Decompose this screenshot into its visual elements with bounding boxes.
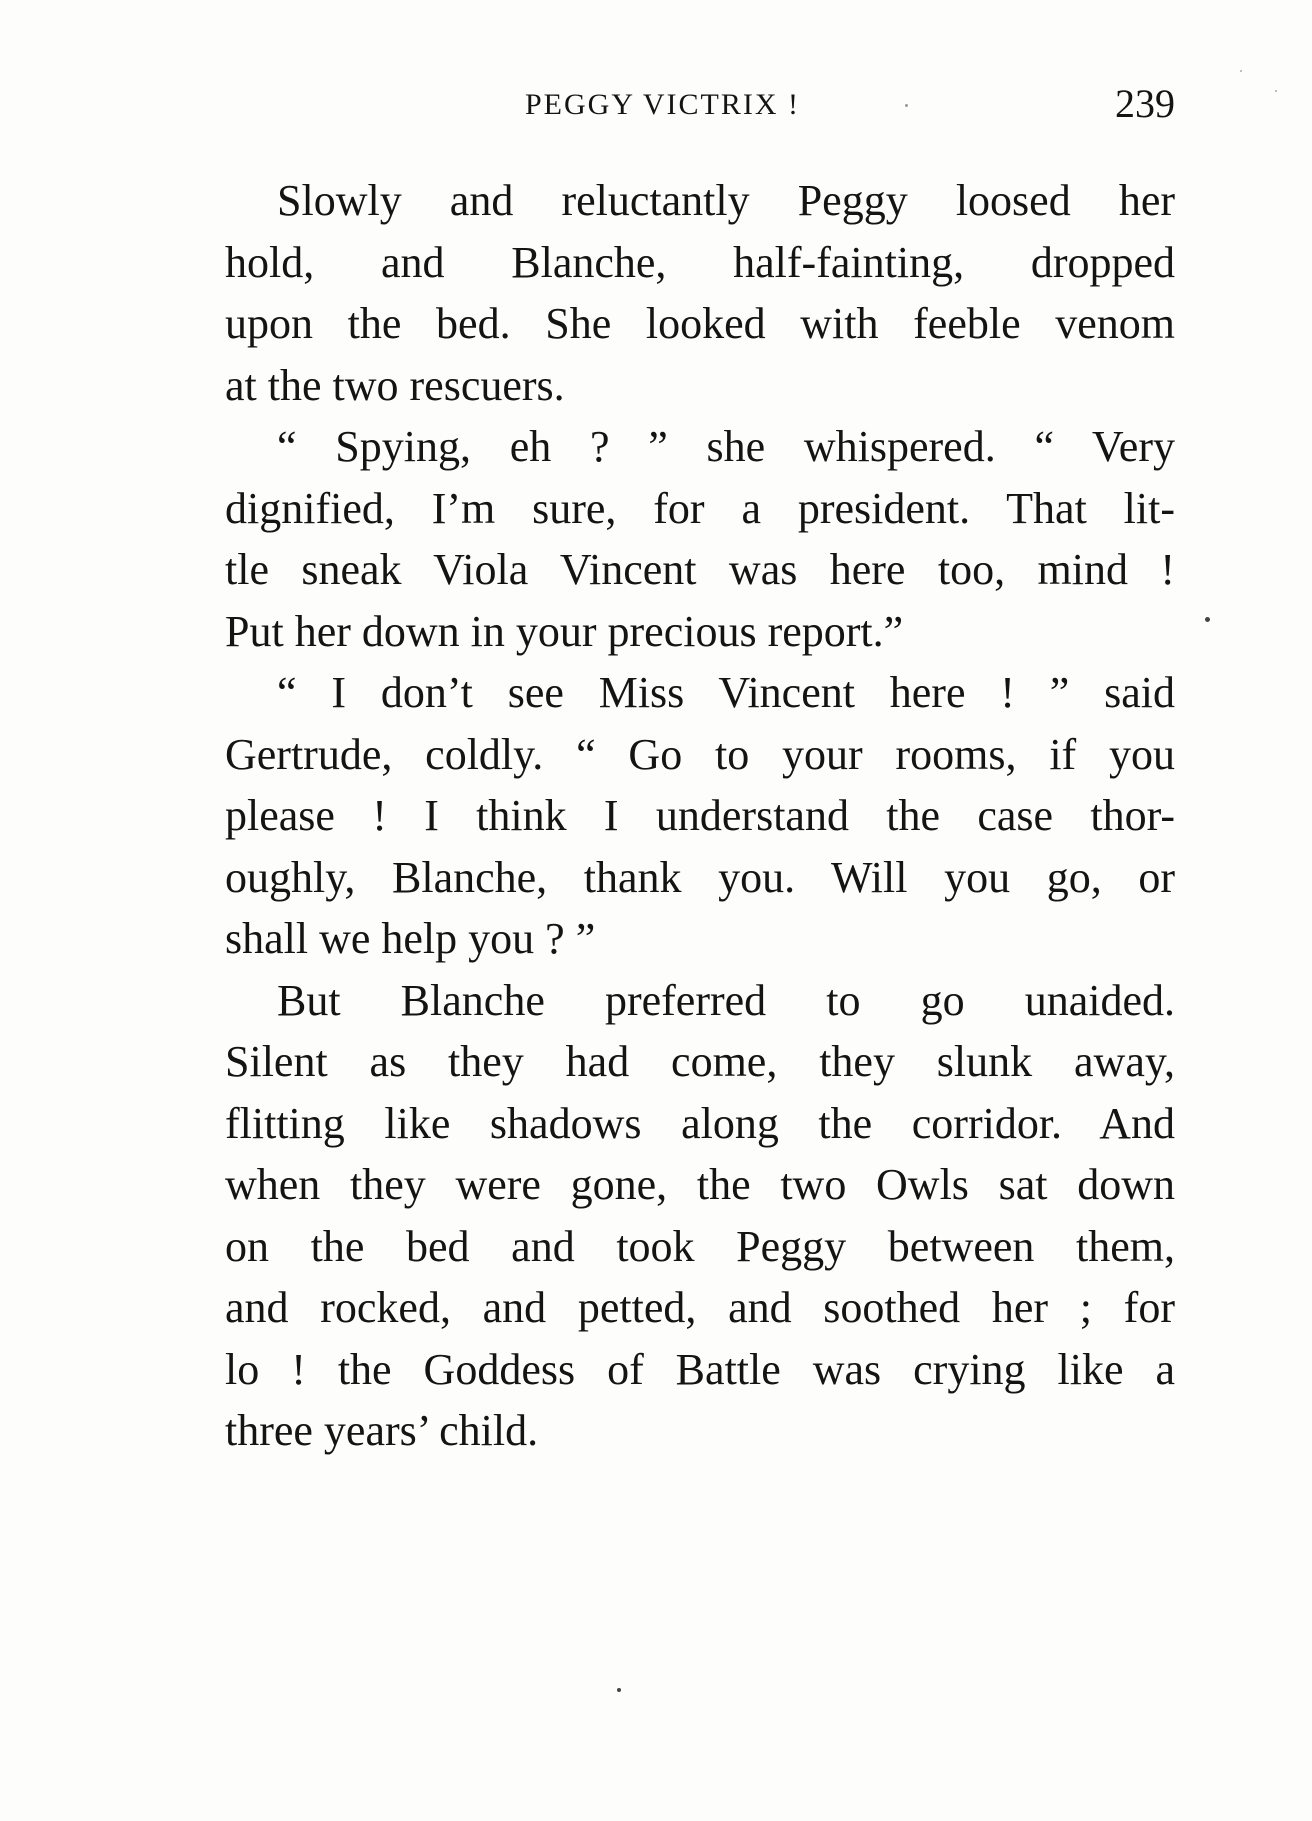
text-line: at the two rescuers.: [225, 360, 565, 410]
scan-speck: [905, 104, 908, 107]
text-line: hold, and Blanche, half-fainting, dropped: [225, 237, 1175, 287]
page-number: 239: [1115, 81, 1175, 126]
scan-speck: [1240, 70, 1242, 72]
text-line: and rocked, and petted, and soothed her ; for: [225, 1283, 1175, 1332]
paragraph-4: [225, 970, 1175, 1462]
paragraph-3: [225, 662, 1175, 970]
text-line: Gertrude, coldly. “ Go to your rooms, if you: [225, 729, 1175, 779]
scan-speck: [1205, 617, 1210, 622]
running-header: [225, 78, 1175, 128]
text-line: Put her down in your precious report.”: [225, 606, 904, 656]
text-line: But Blanche preferred to go unaided.: [277, 975, 1175, 1025]
text-line: lo ! the Goddess of Battle was crying like a: [225, 1344, 1175, 1394]
paragraph-2: [225, 416, 1175, 662]
text-line: three years’ child.: [225, 1406, 539, 1455]
text-line: upon the bed. She looked with feeble venom: [225, 299, 1175, 348]
scan-speck: [1275, 90, 1277, 92]
text-line: Silent as they had come, they slunk away,: [225, 1037, 1175, 1086]
text-line: dignified, I’m sure, for a president. That lit-: [225, 483, 1175, 533]
text-line: “ I don’t see Miss Vincent here ! ” said: [277, 668, 1175, 717]
text-line: flitting like shadows along the corridor. And: [225, 1098, 1175, 1148]
text-line: on the bed and took Peggy between them,: [225, 1221, 1175, 1271]
running-title: PEGGY VICTRIX !: [525, 88, 800, 121]
text-line: tle sneak Viola Vincent was here too, mind !: [225, 545, 1175, 594]
text-line: when they were gone, the two Owls sat down: [225, 1160, 1175, 1209]
text-line: shall we help you ? ”: [225, 914, 596, 963]
text-line: “ Spying, eh ? ” she whispered. “ Very: [277, 422, 1175, 471]
scan-speck: [617, 1688, 621, 1692]
text-line: oughly, Blanche, thank you. Will you go, or: [225, 852, 1175, 902]
paragraph-1: [225, 170, 1175, 416]
text-line: Slowly and reluctantly Peggy loosed her: [277, 176, 1175, 225]
text-line: please ! I think I understand the case thor-: [225, 791, 1175, 840]
body-text: [225, 170, 1175, 1462]
